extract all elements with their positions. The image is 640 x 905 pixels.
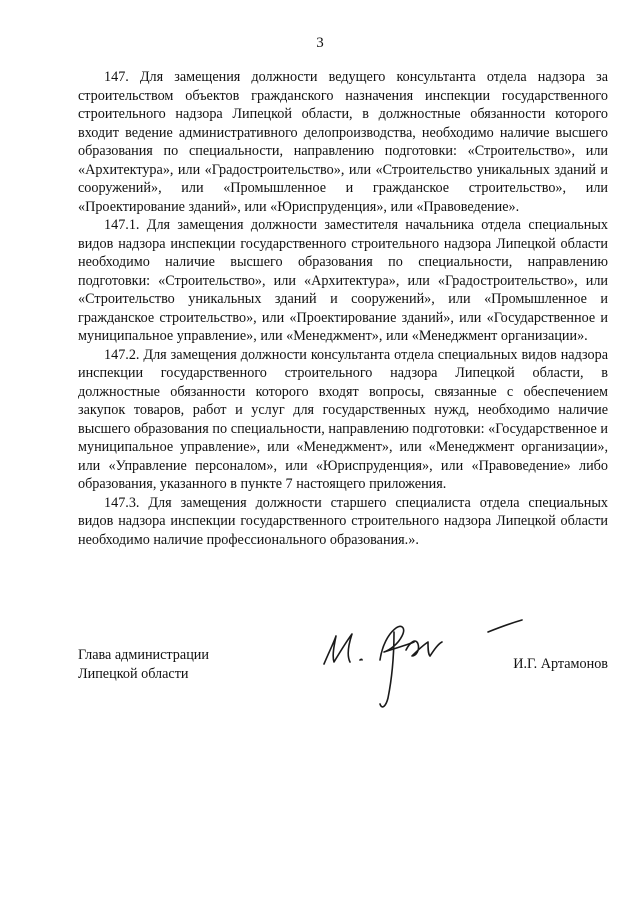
paragraph-147-1: 147.1. Для замещения должности заместителя начальника отдела специальных видов надзора инспекции государственного строительного надзора Липецкой области необходимо наличие высшего образования по специальности, направлению подготовки: «Строительство», или «Архитектура», или «Градостроительство», или «Строительство уникальных зданий и сооружений», или «Промышленное и гражданское строительство», или «Проектирование зданий», или «Государственное и муниципальное управление», или «Менеджмент», или «Менеджмент организации». bbox=[78, 217, 608, 344]
document-body bbox=[78, 68, 608, 549]
signer-name: И.Г. Артамонов bbox=[513, 656, 608, 672]
signer-position bbox=[78, 646, 209, 683]
handwritten-signature bbox=[310, 602, 530, 722]
page-number: 3 bbox=[316, 35, 324, 51]
paragraph-147: 147. Для замещения должности ведущего консультанта отдела надзора за строительством объектов гражданского назначения инспекции государственного строительного надзора Липецкой области, в должностные обязанности которого входит ведение административного делопроизводства, необходимо наличие высшего образования по специальности, направлению подготовки: «Строительство», или «Архитектура», или «Градостроительство», или «Строительство уникальных зданий и сооружений», или «Промышленное и гражданское строительство», или «Проектирование зданий», или «Юриспруденция», или «Правоведение». bbox=[78, 69, 608, 215]
signer-position-line-2: Липецкой области bbox=[78, 665, 189, 682]
paragraph-147-3: 147.3. Для замещения должности старшего специалиста отдела специальных видов надзора инспекции государственного строительного надзора Липецкой области необходимо наличие профессионального образования.». bbox=[78, 494, 608, 548]
signer-position-line-1: Глава администрации bbox=[78, 647, 209, 663]
signature-block bbox=[78, 646, 608, 726]
paragraph-147-2: 147.2. Для замещения должности консультанта отдела специальных видов надзора инспекции государственного строительного надзора Липецкой области, в должностные обязанности которого входят вопросы, связанные с обеспечением закупок товаров, работ и услуг для государственных нужд, необходимо наличие высшего образования по специальности, направлению подготовки: «Государственное и муниципальное управление», или «Менеджмент», или «Менеджмент организации», или «Управление персоналом», или «Юриспруденция», или «Правоведение» либо образования, указанного в пункте 7 настоящего приложения. bbox=[78, 346, 608, 492]
